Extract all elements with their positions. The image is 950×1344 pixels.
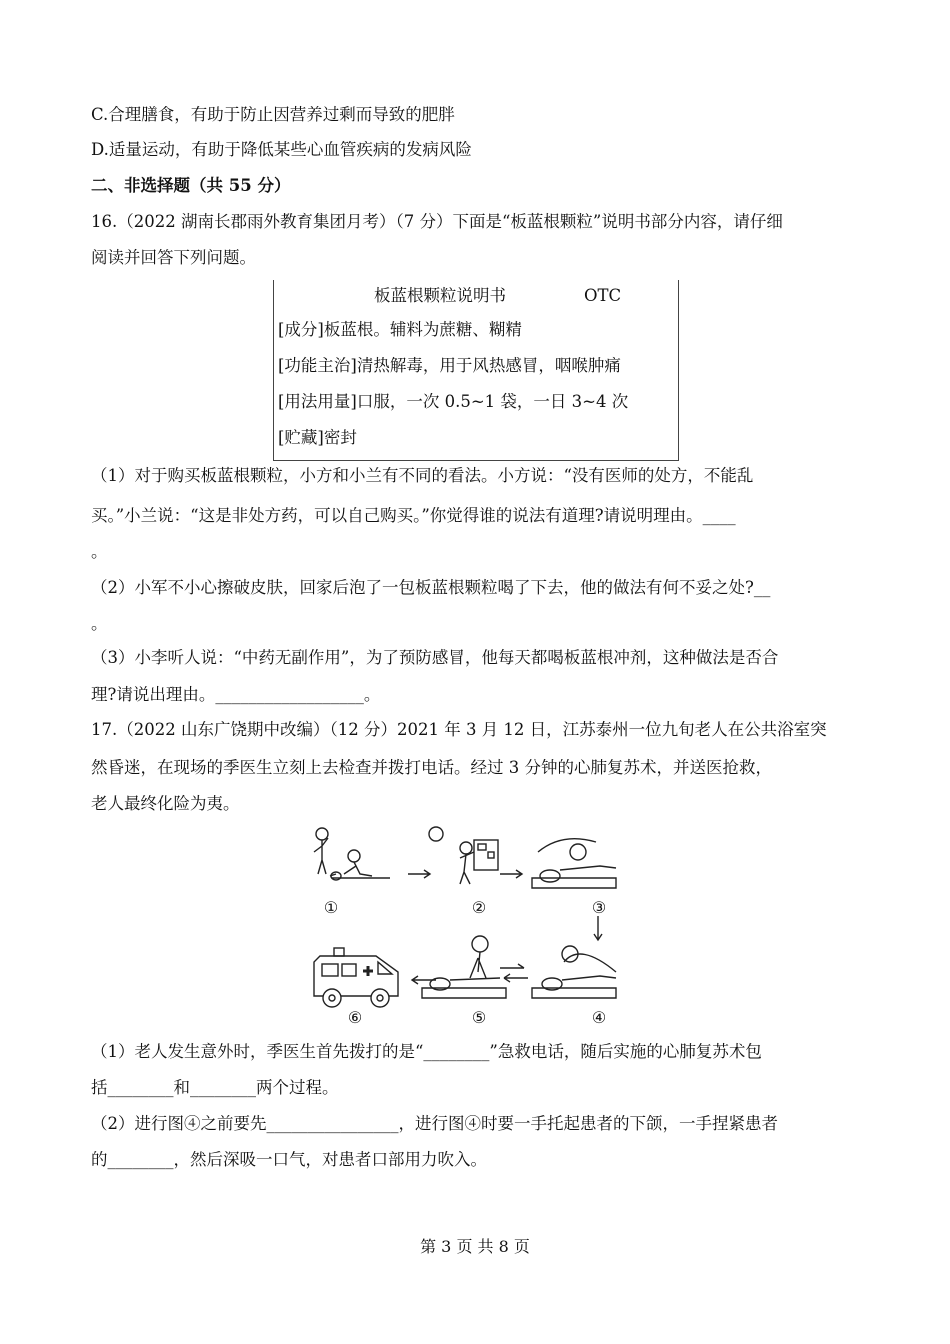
figure-label-5: ⑤ xyxy=(471,1008,487,1027)
box-storage: [贮藏]密封 xyxy=(278,428,357,447)
q16-p2-line1: （2）小军不小心擦破皮肤，回家后泡了一包板蓝根颗粒喝了下去，他的做法有何不妥之处?__ xyxy=(91,578,771,597)
q17-p2-line2: 的________，然后深吸一口气，对患者口部用力吹入。 xyxy=(91,1150,487,1169)
q16-p3-line1: （3）小李听人说：“中药无副作用”，为了预防感冒，他每天都喝板蓝根冲剂，这种做法是否合 xyxy=(91,648,779,667)
figure-label-6: ⑥ xyxy=(347,1008,363,1027)
q17-p1-line2: 括________和________两个过程。 xyxy=(91,1078,339,1097)
cpr-sequence-figure xyxy=(300,822,640,1032)
q17-p1-line1: （1）老人发生意外时，季医生首先拨打的是“________”急救电话，随后实施的心肺复苏术包 xyxy=(91,1042,762,1061)
q16-p3-line2: 理?请说出理由。__________________。 xyxy=(91,685,381,704)
page-number: 第 3 页 共 8 页 xyxy=(420,1237,530,1256)
panel2-illustration xyxy=(429,827,498,884)
q16-p2-line2: 。 xyxy=(91,614,108,633)
figure-label-4: ④ xyxy=(591,1008,607,1027)
box-function: [功能主治]清热解毒，用于风热感冒，咽喉肿痛 xyxy=(278,356,621,375)
figure-label-2: ② xyxy=(471,898,487,917)
figure-label-3: ③ xyxy=(591,898,607,917)
option-d: D.适量运动，有助于降低某些心血管疾病的发病风险 xyxy=(91,140,472,159)
q16-p1-line3: 。 xyxy=(91,542,108,561)
otc-label: OTC xyxy=(584,286,622,305)
panel3-illustration xyxy=(532,839,616,888)
box-usage: [用法用量]口服，一次 0.5~1 袋，一日 3~4 次 xyxy=(278,392,629,411)
section-title: 二、非选择题（共 55 分） xyxy=(91,176,291,195)
q17-p2-line1: （2）进行图④之前要先________________，进行图④时要一手托起患者的下颌，一手捏紧患者 xyxy=(91,1114,778,1133)
q16-stem-line2: 阅读并回答下列问题。 xyxy=(91,248,256,267)
q16-p1-line1: （1）对于购买板蓝根颗粒，小方和小兰有不同的看法。小方说：“没有医师的处方，不能乱 xyxy=(91,466,754,485)
q17-stem-line2: 然昏迷，在现场的季医生立刻上去检查并拨打电话。经过 3 分钟的心肺复苏术，并送医抢救， xyxy=(91,758,772,777)
box-title: 板蓝根颗粒说明书 xyxy=(374,286,506,305)
q16-stem-line1: 16.（2022 湖南长郡雨外教育集团月考）（7 分）下面是“板蓝根颗粒”说明书部分内容，请仔细 xyxy=(91,212,783,231)
q17-stem-line3: 老人最终化险为夷。 xyxy=(91,794,240,813)
figure-label-1: ① xyxy=(323,898,339,917)
option-c: C.合理膳食，有助于防止因营养过剩而导致的肥胖 xyxy=(91,105,455,124)
panel4-illustration xyxy=(532,946,616,998)
q17-stem-line1: 17.（2022 山东广饶期中改编）（12 分）2021 年 3 月 12 日，江苏泰州一位九旬老人在公共浴室突 xyxy=(91,720,827,739)
panel5-illustration xyxy=(422,936,506,998)
ambulance-illustration xyxy=(314,948,398,1007)
box-ingredients: [成分]板蓝根。辅料为蔗糖、糊精 xyxy=(278,320,522,339)
medicine-instructions-box xyxy=(273,280,679,461)
panel1-illustration xyxy=(314,828,390,880)
q16-p1-line2: 买。”小兰说：“这是非处方药，可以自己购买。”你觉得谁的说法有道理?请说明理由。____ xyxy=(91,506,736,525)
